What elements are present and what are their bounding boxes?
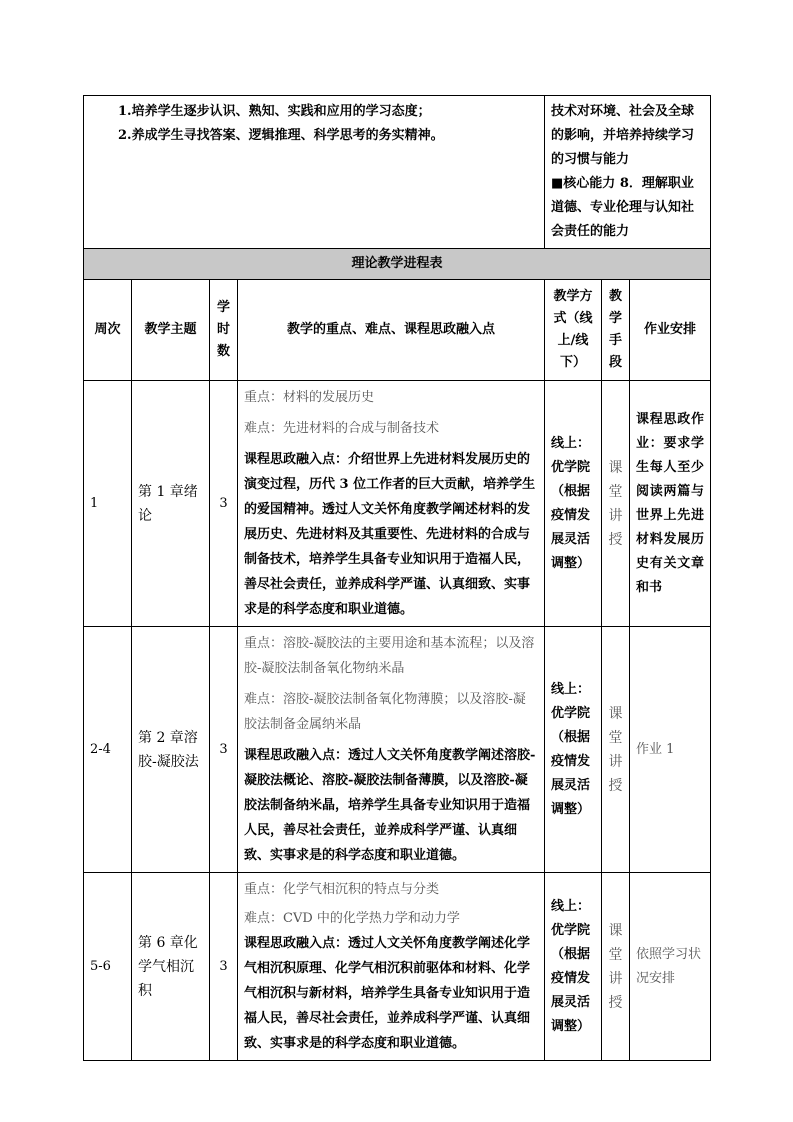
- row-content: [238, 873, 545, 1061]
- row-mode: 线上：优学院（根据疫情发展灵活调整）: [545, 627, 602, 873]
- row-hours: 3: [210, 381, 238, 627]
- row-mode: 线上：优学院（根据疫情发展灵活调整）: [545, 381, 602, 627]
- table-row: [84, 627, 711, 873]
- header-week: 周次: [84, 280, 132, 381]
- row-difficulty: 难点：先进材料的合成与制备技术: [244, 421, 440, 436]
- table-row: [84, 873, 711, 1061]
- header-row: [84, 280, 711, 381]
- row-week: 1: [84, 381, 132, 627]
- row-week: 2-4: [84, 627, 132, 873]
- row-hours: 3: [210, 873, 238, 1061]
- header-topic: 教学主题: [132, 280, 210, 381]
- row-homework: 作业 1: [630, 627, 711, 873]
- objective-3: 技术对环境、社会及全球的影响，并培养持续学习的习惯与能力: [551, 104, 695, 167]
- header-homework: 作业安排: [630, 280, 711, 381]
- header-content: 教学的重点、难点、课程思政融入点: [238, 280, 545, 381]
- objectives-right-cell: [545, 96, 711, 249]
- objective-1: 1.培养学生逐步认识、熟知、实践和应用的学习态度；: [118, 104, 431, 119]
- row-content: [238, 627, 545, 873]
- objective-2: 2.养成学生寻找答案、逻辑推理、科学思考的务实精神。: [118, 128, 444, 143]
- row-homework: 依照学习状况安排: [630, 873, 711, 1061]
- row-hours: 3: [210, 627, 238, 873]
- header-mode: 教学方式（线上/线下）: [545, 280, 602, 381]
- row-homework: 课程思政作业：要求学生每人至少阅读两篇与世界上先进材料发展历史有关文章和书: [630, 381, 711, 627]
- row-difficulty: 难点：CVD 中的化学热力学和动力学: [244, 911, 460, 926]
- row-means: 课堂讲授: [602, 627, 630, 873]
- row-topic: 第 2 章溶胶-凝胶法: [132, 627, 210, 873]
- row-means: 课堂讲授: [602, 381, 630, 627]
- row-key-point: 重点：化学气相沉积的特点与分类: [244, 882, 440, 897]
- row-ideology: 课程思政融入点：透过人文关怀角度教学阐述化学气相沉积原理、化学气相沉积前驱体和材料、化学气相沉积与新材料，培养学生具备专业知识用于造福人民，善尽社会责任，並养成科学严谨、认真细致、实事求是的科学态度和职业道德。: [244, 936, 531, 1051]
- syllabus-page: [83, 95, 710, 1061]
- row-difficulty: 难点：溶胶-凝胶法制备氧化物薄膜；以及溶胶-凝胶法制备金属纳米晶: [244, 692, 526, 732]
- objectives-left-cell: [84, 96, 545, 249]
- objectives-row: [84, 96, 711, 249]
- row-key-point: 重点：溶胶-凝胶法的主要用途和基本流程；以及溶胶-凝胶法制备氧化物纳米晶: [244, 636, 535, 676]
- row-topic: 第 6 章化学气相沉积: [132, 873, 210, 1061]
- row-topic: 第 1 章绪论: [132, 381, 210, 627]
- table-banner: 理论教学进程表: [84, 249, 711, 280]
- row-content: [238, 381, 545, 627]
- header-hours: 学时数: [210, 280, 238, 381]
- row-means: 课堂讲授: [602, 873, 630, 1061]
- core-ability-8: ■核心能力 8．理解职业道德、专业伦理与认知社会责任的能力: [551, 176, 695, 239]
- row-ideology: 课程思政融入点：透过人文关怀角度教学阐述溶胶-凝胶法概论、溶胶-凝胶法制备薄膜，以及溶胶-凝胶法制备纳米晶，培养学生具备专业知识用于造福人民，善尽社会责任，並养成科学严谨、认真细致、实事求是的科学态度和职业道德。: [244, 748, 536, 863]
- row-mode: 线上：优学院（根据疫情发展灵活调整）: [545, 873, 602, 1061]
- row-week: 5-6: [84, 873, 132, 1061]
- row-ideology: 课程思政融入点：介绍世界上先进材料发展历史的演变过程，历代 3 位工作者的巨大贡献，培养学生的爱国精神。透过人文关怀角度教学阐述材料的发展历史、先进材料及其重要性、先进材料的合成与制备技术，培养学生具备专业知识用于造福人民，善尽社会责任，並养成科学严谨、认真细致、实事求是的科学态度和职业道德。: [244, 452, 536, 617]
- syllabus-table: [83, 95, 711, 1061]
- row-key-point: 重点：材料的发展历史: [244, 390, 375, 405]
- header-means: 教学手段: [602, 280, 630, 381]
- table-row: [84, 381, 711, 627]
